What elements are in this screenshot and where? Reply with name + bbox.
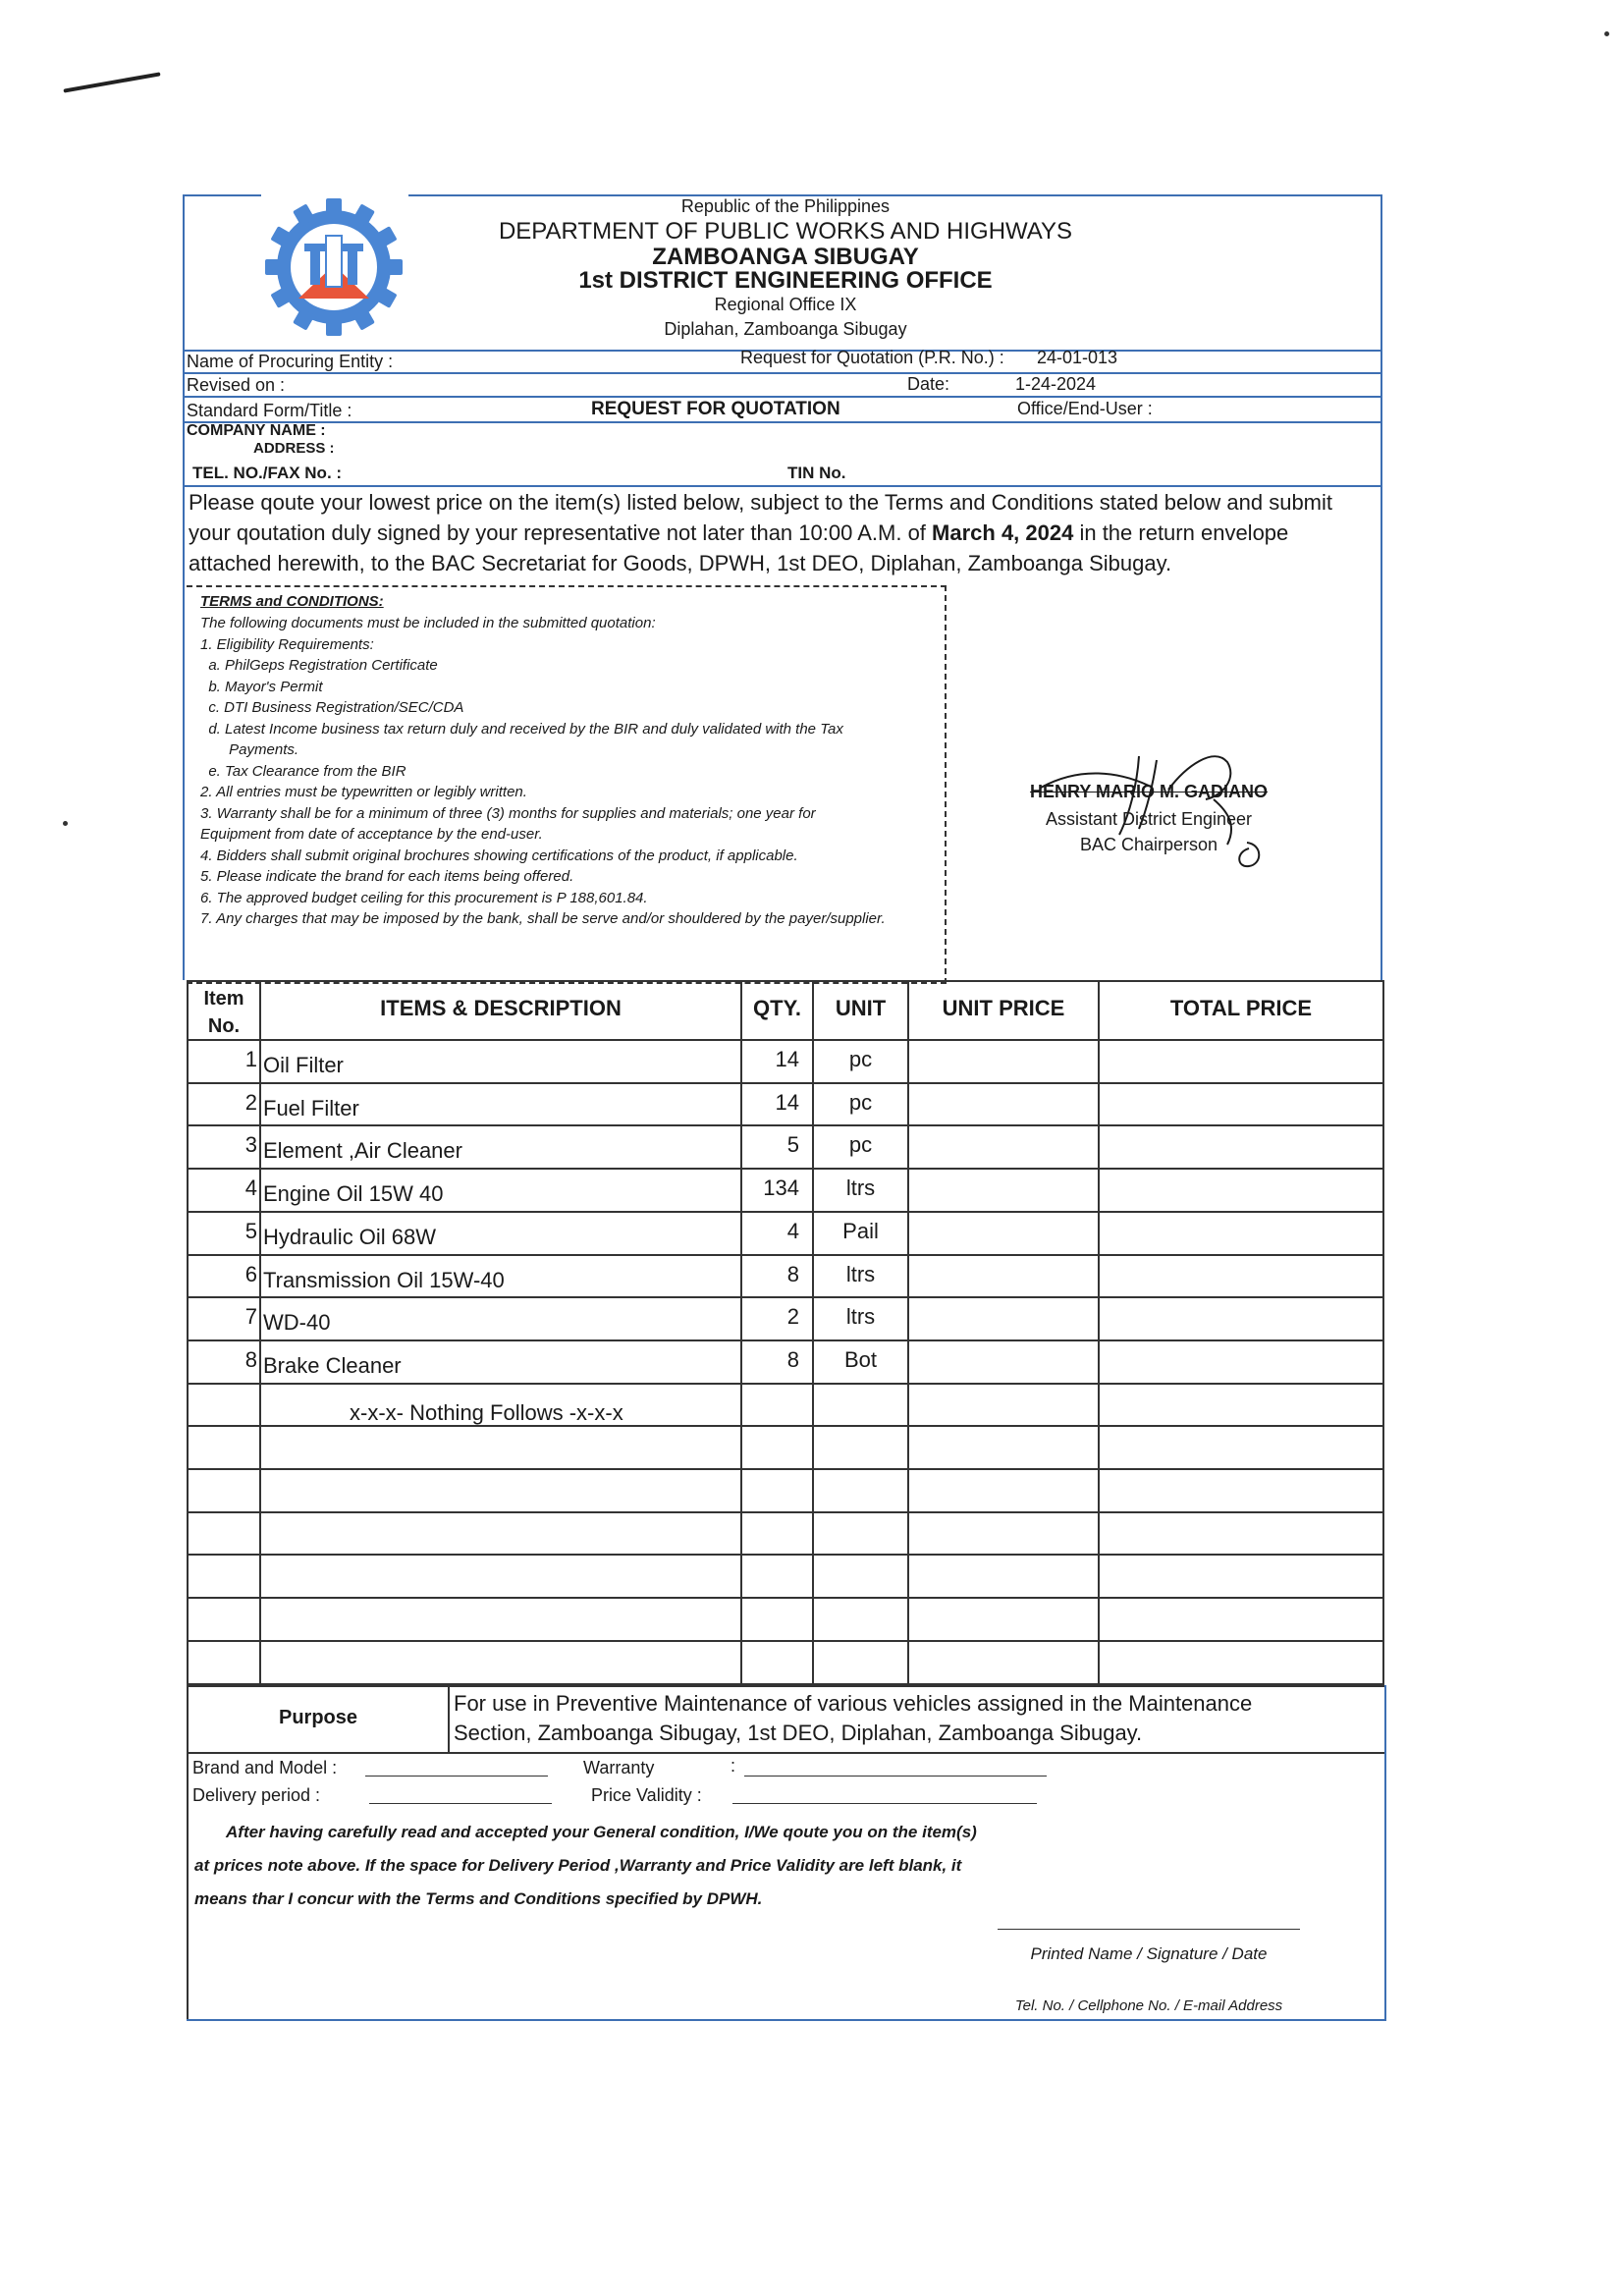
deadline-date: March 4, 2024 (932, 520, 1074, 545)
purpose-label: Purpose (278, 1707, 358, 1728)
row-divider (187, 1339, 1384, 1341)
purpose-line-2: Section, Zamboanga Sibugay, 1st DEO, Diplahan, Zamboanga Sibugay. (454, 1721, 1143, 1745)
terms-line: Equipment from date of acceptance by the end-user. (200, 826, 543, 843)
price-validity-label: Price Validity : (591, 1785, 702, 1805)
terms-line: 6. The approved budget ceiling for this procurement is P 188,601.84. (200, 889, 648, 906)
address-label: ADDRESS : (253, 440, 335, 457)
header-location: Diplahan, Zamboanga Sibugay (664, 319, 907, 339)
terms-line: e. Tax Clearance from the BIR (200, 762, 406, 780)
item-qty: 134 (763, 1175, 799, 1200)
nothing-follows: x-x-x- Nothing Follows -x-x-x (350, 1400, 623, 1425)
form-title-value: REQUEST FOR QUOTATION (591, 399, 840, 419)
header-country: Republic of the Philippines (680, 196, 891, 216)
item-description: Engine Oil 15W 40 (263, 1181, 444, 1206)
terms-list (200, 613, 947, 930)
signatory-role: BAC Chairperson (1079, 835, 1218, 854)
office-user-label: Office/End-User : (1017, 399, 1153, 418)
row-divider (187, 1640, 1384, 1642)
terms-line: c. DTI Business Registration/SEC/CDA (200, 699, 464, 716)
row-divider (187, 1554, 1384, 1556)
date-label: Date: (907, 374, 950, 394)
item-description: Hydraulic Oil 68W (263, 1225, 437, 1249)
stray-pen-mark (63, 72, 160, 92)
rfq-no-label: Request for Quotation (P.R. No.) : (740, 348, 1004, 367)
acceptance-statement-2: at prices note above. If the space for Delivery Period ,Warranty and Price Validity are left blank, it (194, 1856, 962, 1875)
intro-line-1: Please qoute your lowest price on the item(s) listed below, subject to the Terms and Conditions stated below and submit (189, 490, 1333, 515)
brand-model-label: Brand and Model : (192, 1758, 338, 1777)
item-description: WD-40 (263, 1310, 331, 1335)
printed-name-signature-date: Printed Name / Signature / Date (1030, 1944, 1268, 1963)
item-no: 8 (244, 1347, 257, 1372)
item-no: 5 (244, 1219, 257, 1243)
intro-line-2: your qoutation duly signed by your representative not later than 10:00 A.M. of March 4, 2024 in the return envelope (189, 520, 1289, 545)
item-no: 4 (244, 1175, 257, 1200)
quotation-page: Republic of the Philippines DEPARTMENT OF PUBLIC WORKS AND HIGHWAYS ZAMBOANGA SIBUGAY 1st DISTRICT ENGINEERING OFFICE Regional Office IX Diplahan, Zamboanga Sibugay Name of Procuring Entity : Request for Quotation (P.R. No.) : 24-01-013 Revised on : Date: 1-24-2024 Standard Form/Title : REQUEST FOR QUOTATION Office/End-User : COMPANY NAME : ADDRESS : TEL. NO./FAX No. : TIN No. Please qoute your lowest price on the item(s) listed below, subject to the Terms and Conditions stated below and submit your qoutation duly signed by your representative not later than 10:00 A.M. of March 4, 2024 in the return envelope attached herewith, to the BAC Secretariat for Goods, DPWH, 1st DEO, Diplahan, Zamboanga Sibugay. TERMS and CONDITIONS: The following documents must be included in the submitted quotation: 1. Eligibility Requirements: a. PhilGeps Registration Certificate b. Mayor's Permit c. DTI Business Registration/SEC/CDA d. Latest Income business tax return duly and received by the BIR and duly validated with the Tax Payments. e. Tax Clearance from the BIR 2. All entries must be typewritten or legibly written. 3. Warranty shall be for a minimum of three (3) months for supplies and materials; one year for Equipment from date of acceptance by the end-user. 4. Bidders shall submit original brochures showing certifications of the product, if applicable. 5. Please indicate the brand for each items being offered. 6. The approved budget ceiling for this procurement is P 188,601.84. 7. Any charges that may be imposed by the bank, shall be serve and/or shouldered by the payer/supplier. HENRY MARIO M. GADIANO Assistant District Engineer BAC Chairperson Item No. ITEMS & DESCRIPTION QTY. UNIT UNIT PRICE TOTAL PRICE 1 Oil Filter 14 pc 2 Fuel Filter 14 pc 3 Element ,Air Cleaner 5 pc 4 Engine Oil 15W 40 134 ltrs 5 Hydraulic Oil 68W 4 Pail 6 Transmission Oil 15W-40 8 ltrs 7 WD-40 2 ltrs 8 Brake Cleaner 8 Bot x-x-x- Nothing Follows -x-x-x Purpose For use in Preventive Maintenance of various vehicles assigned in the Maintenance Section, Zamboanga Sibugay, 1st DEO, Diplahan, Zamboanga Sibugay. Brand and Model : Warranty : Delivery period : Price Validity : After having carefully read and accepted your General condition, I/We qoute you on the item(s) at prices note above. If the space for Delivery Period ,Warranty and Price Validity are left blank, it means thar I concur with the Terms and Conditions specified by DPWH. Printed Name / Signature / Date Tel. No. / Cellphone No. / E-mail Address (0, 0, 1624, 2296)
item-qty: 14 (775, 1047, 799, 1071)
revised-label: Revised on : (187, 375, 286, 395)
terms-line: a. PhilGeps Registration Certificate (200, 657, 438, 674)
acceptance-statement-3: means thar I concur with the Terms and Conditions specified by DPWH. (194, 1889, 763, 1908)
stray-dot (1604, 31, 1609, 36)
rfq-no-value: 24-01-013 (1037, 348, 1118, 367)
row-divider (187, 1124, 1384, 1126)
item-description: Brake Cleaner (263, 1353, 402, 1378)
row-divider (187, 1296, 1384, 1298)
terms-line: Payments. (200, 741, 299, 758)
terms-line: d. Latest Income business tax return duly and received by the BIR and duly validated with the Tax (200, 720, 843, 738)
terms-line: 1. Eligibility Requirements: (200, 635, 374, 653)
header-qty: QTY. (753, 996, 801, 1020)
terms-line: 5. Please indicate the brand for each items being offered. (200, 868, 574, 885)
item-no: 6 (244, 1262, 257, 1286)
date-value: 1-24-2024 (1015, 374, 1097, 394)
row-divider (187, 1511, 1384, 1513)
form-title-label: Standard Form/Title : (187, 401, 352, 420)
item-qty: 4 (786, 1219, 799, 1243)
item-description: Fuel Filter (263, 1096, 359, 1121)
tel-fax-label: TEL. NO./FAX No. : (192, 464, 343, 482)
terms-line: b. Mayor's Permit (200, 678, 323, 695)
row-divider (187, 1254, 1384, 1256)
item-unit: pc (848, 1047, 873, 1071)
stray-dot (63, 821, 68, 826)
header-department: DEPARTMENT OF PUBLIC WORKS AND HIGHWAYS (498, 218, 1073, 245)
header-office: 1st DISTRICT ENGINEERING OFFICE (578, 267, 993, 294)
tin-label: TIN No. (787, 464, 846, 482)
header-unit-price: UNIT PRICE (942, 996, 1065, 1020)
row-divider (187, 1082, 1384, 1084)
item-unit: ltrs (845, 1304, 876, 1329)
header-region: Regional Office IX (714, 295, 857, 314)
item-unit: Pail (842, 1219, 879, 1243)
item-description: Oil Filter (263, 1053, 344, 1077)
terms-line: 4. Bidders shall submit original brochures showing certifications of the product, if applicable. (200, 847, 798, 864)
header-province: ZAMBOANGA SIBUGAY (652, 244, 919, 270)
warranty-label: Warranty (583, 1758, 655, 1777)
terms-line: 3. Warranty shall be for a minimum of three (3) months for supplies and materials; one year for (200, 804, 816, 822)
header-item-no-1: Item (203, 988, 244, 1010)
terms-line: 2. All entries must be typewritten or legibly written. (200, 784, 527, 800)
item-unit: pc (848, 1090, 873, 1115)
row-divider (187, 1597, 1384, 1599)
item-no: 2 (244, 1090, 257, 1115)
procuring-entity-label: Name of Procuring Entity : (187, 352, 394, 371)
contact-details-label: Tel. No. / Cellphone No. / E-mail Address (1014, 1997, 1283, 2014)
signature-scribble (1021, 727, 1276, 884)
terms-line: 7. Any charges that may be imposed by the bank, shall be serve and/or shouldered by the payer/supplier. (200, 910, 886, 927)
row-divider (187, 1168, 1384, 1170)
item-qty: 5 (786, 1132, 799, 1157)
item-no: 3 (244, 1132, 257, 1157)
item-qty: 8 (786, 1262, 799, 1286)
row-divider (187, 1468, 1384, 1470)
company-name-label: COMPANY NAME : (187, 422, 326, 439)
item-qty: 2 (786, 1304, 799, 1329)
row-divider (187, 1383, 1384, 1385)
item-unit: pc (848, 1132, 873, 1157)
purpose-line-1: For use in Preventive Maintenance of various vehicles assigned in the Maintenance (454, 1691, 1253, 1716)
item-no: 1 (244, 1047, 257, 1071)
item-no: 7 (244, 1304, 257, 1329)
row-divider (187, 1211, 1384, 1213)
dpwh-gear-logo-icon (259, 196, 408, 338)
terms-title: TERMS and CONDITIONS: (200, 593, 384, 610)
item-unit: Bot (843, 1347, 878, 1372)
acceptance-statement-1: After having carefully read and accepted your General condition, I/We qoute you on the item(s) (226, 1823, 977, 1841)
signatory-name: HENRY MARIO M. GADIANO (1029, 782, 1268, 801)
header-description: ITEMS & DESCRIPTION (380, 996, 622, 1020)
intro-line-3: attached herewith, to the BAC Secretariat for Goods, DPWH, 1st DEO, Diplahan, Zamboanga Sibugay. (189, 551, 1172, 575)
item-unit: ltrs (845, 1262, 876, 1286)
item-unit: ltrs (845, 1175, 876, 1200)
header-total-price: TOTAL PRICE (1169, 996, 1313, 1020)
item-qty: 8 (786, 1347, 799, 1372)
header-item-no-2: No. (207, 1015, 241, 1037)
item-description: Element ,Air Cleaner (263, 1138, 462, 1163)
item-description: Transmission Oil 15W-40 (263, 1268, 505, 1292)
item-qty: 14 (775, 1090, 799, 1115)
signatory-position: Assistant District Engineer (1045, 809, 1253, 829)
header-unit: UNIT (835, 996, 887, 1020)
delivery-period-label: Delivery period : (192, 1785, 321, 1805)
terms-line: The following documents must be included in the submitted quotation: (200, 615, 656, 631)
